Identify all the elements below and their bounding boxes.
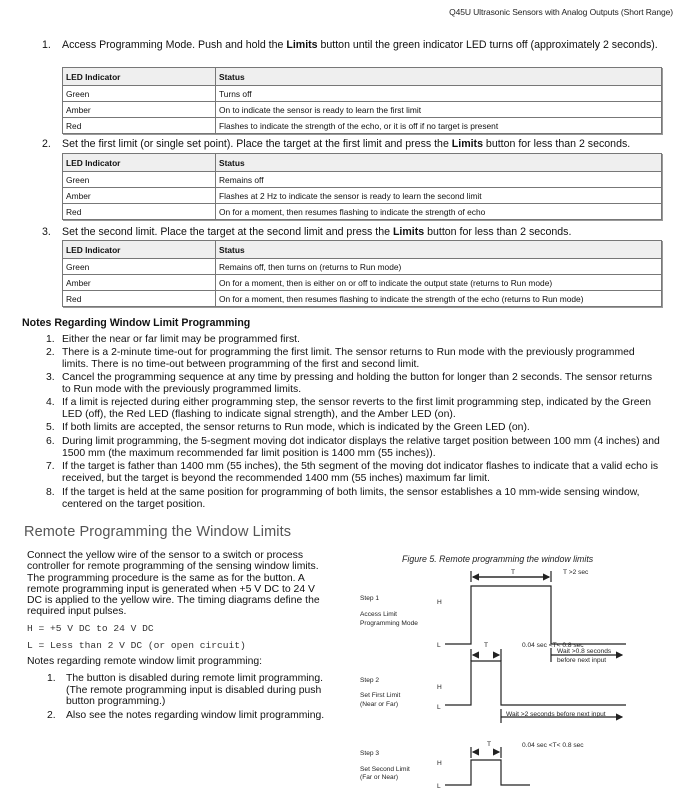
column-header: Status [216, 154, 662, 172]
led-cell: Amber [63, 102, 216, 118]
status-cell: Turns off [216, 86, 662, 102]
high-label: H [437, 684, 442, 691]
step-1-condition: T >2 sec [563, 569, 589, 576]
table-header-row [63, 154, 662, 172]
remote-paragraph: Connect the yellow wire of the sensor to a switch or process controller for remote programming of the sensing window limits. The programming procedure is the same as for the button. A remote programming input is generated when +5 V DC to 24 V DC is applied to the yellow wire. The timing diagrams define the required input pulses. [27, 550, 320, 618]
limits-button-label: Limits [392, 226, 425, 238]
step-2-desc: Set First Limit [360, 692, 401, 699]
high-label: H [437, 760, 442, 767]
step-3-condition: 0.04 sec <T< 0.8 sec [522, 742, 584, 749]
led-cell: Red [63, 118, 216, 134]
figure-caption: Figure 5. Remote programming the window limits [402, 554, 594, 564]
low-label: L [437, 642, 441, 649]
status-cell: Remains off, then turns on (returns to Run mode) [216, 259, 662, 275]
status-cell: On for a moment, then resumes flashing to indicate the strength of echo [216, 204, 662, 220]
step-2-wait: Wait >2 seconds before next input [506, 711, 606, 718]
table-row [63, 291, 662, 307]
step-2-label: Step 2 [360, 677, 380, 684]
step-text: Set the second limit. Place the target at the second limit and press the Limits button for less than 2 seconds. [62, 226, 572, 238]
column-header: Status [216, 68, 662, 86]
notes-title: Notes Regarding Window Limit Programming [22, 317, 251, 329]
high-definition: H = +5 V DC to 24 V DC [27, 623, 154, 634]
step-2-condition: 0.04 sec <T< 0.8 sec [522, 642, 584, 649]
table-header-row [63, 241, 662, 259]
step-1-label: Step 1 [360, 595, 380, 602]
step-1-pulse-label: T [511, 569, 516, 576]
step-number: 1. [42, 39, 51, 51]
step-3-pulse-label: T [487, 741, 492, 748]
step-3-label: Step 3 [360, 750, 380, 757]
step-1-wait: Wait >0.8 seconds [557, 648, 612, 655]
table-row [63, 172, 662, 188]
step-1-desc: Programming Mode [360, 620, 418, 627]
step-2-waveform [445, 661, 626, 705]
led-cell: Red [63, 291, 216, 307]
led-table-step-1 [62, 67, 662, 134]
step-3-waveform [445, 760, 530, 785]
led-table-step-3 [62, 240, 662, 307]
section-title: Remote Programming the Window Limits [24, 524, 292, 540]
column-header: LED Indicator [63, 241, 216, 259]
table-row [63, 102, 662, 118]
led-cell: Green [63, 86, 216, 102]
low-definition: L = Less than 2 V DC (or open circuit) [27, 640, 246, 651]
table-row [63, 275, 662, 291]
status-cell: Remains off [216, 172, 662, 188]
low-label: L [437, 704, 441, 711]
step-3-desc: (Far or Near) [360, 774, 399, 781]
led-table-step-2 [62, 153, 662, 220]
status-cell: On to indicate the sensor is ready to learn the first limit [216, 102, 662, 118]
led-cell: Amber [63, 188, 216, 204]
table-row [63, 188, 662, 204]
table-row [63, 204, 662, 220]
status-cell: On for a moment, then is either on or off to indicate the output state (returns to Run mode) [216, 275, 662, 291]
column-header: LED Indicator [63, 154, 216, 172]
step-number: 3. [42, 226, 51, 238]
led-cell: Green [63, 172, 216, 188]
status-cell: On for a moment, then resumes flashing to indicate the strength of the echo (returns to Run mode) [216, 291, 662, 307]
step-2-pulse-label: T [484, 642, 489, 649]
led-cell: Red [63, 204, 216, 220]
column-header: Status [216, 241, 662, 259]
remote-notes-title: Notes regarding remote window limit programming: [27, 656, 263, 667]
column-header: LED Indicator [63, 68, 216, 86]
step-1-waveform [445, 586, 626, 644]
table-row [63, 86, 662, 102]
table-row [63, 118, 662, 134]
step-number: 2. [42, 138, 51, 150]
led-cell: Green [63, 259, 216, 275]
limits-button-label: Limits [286, 39, 318, 51]
status-cell: Flashes to indicate the strength of the echo, or it is off if no target is present [216, 118, 662, 134]
low-label: L [437, 783, 441, 790]
page-header: Q45U Ultrasonic Sensors with Analog Outputs (Short Range) [449, 7, 673, 17]
limits-button-label: Limits [451, 138, 483, 150]
step-3-desc: Set Second Limit [360, 766, 410, 773]
status-cell: Flashes at 2 Hz to indicate the sensor is ready to learn the second limit [216, 188, 662, 204]
step-text: Set the first limit (or single set point). Place the target at the first limit and press the Limits button for less than 2 seconds. [62, 138, 631, 150]
timing-diagram [350, 565, 685, 800]
step-1-desc: Access Limit [360, 611, 398, 618]
led-cell: Amber [63, 275, 216, 291]
table-row [63, 259, 662, 275]
table-header-row [63, 68, 662, 86]
step-2-desc: (Near or Far) [360, 701, 399, 708]
high-label: H [437, 599, 442, 606]
step-1-wait: before next input [557, 657, 607, 664]
step-text: Access Programming Mode. Push and hold the Limits button until the green indicator LED turns off (approximately 2 seconds). [62, 39, 658, 51]
